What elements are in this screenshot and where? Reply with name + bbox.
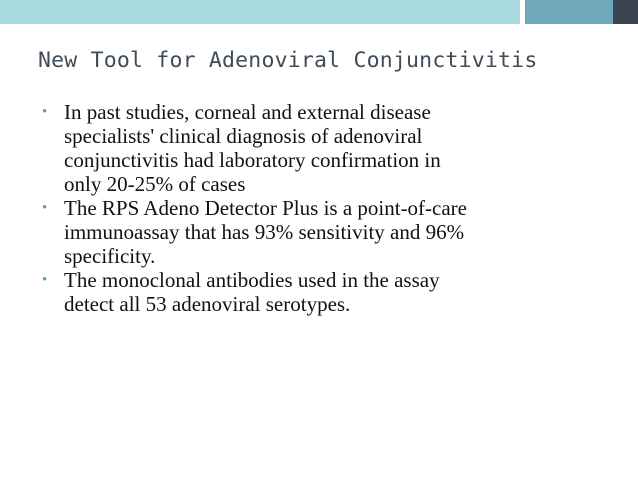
- bullet-line: The monoclonal antibodies used in the assay: [64, 268, 440, 292]
- bullet-list: [42, 100, 622, 316]
- bullet-line: only 20-25% of cases: [64, 172, 246, 196]
- header-bar-teal: [0, 0, 520, 24]
- bullet-line: In past studies, corneal and external disease: [64, 100, 431, 124]
- bullet-item: [42, 100, 622, 196]
- header-bar-dark: [613, 0, 638, 24]
- bullet-icon: •: [42, 272, 48, 288]
- bullet-line: detect all 53 adenoviral serotypes.: [64, 292, 351, 316]
- bullet-icon: •: [42, 104, 48, 120]
- bullet-item: [42, 196, 622, 268]
- bullet-line: immunoassay that has 93% sensitivity and 96%: [64, 220, 465, 244]
- slide-title: New Tool for Adenoviral Conjunctivitis: [38, 48, 538, 73]
- bullet-line: specialists' clinical diagnosis of adenoviral: [64, 124, 423, 148]
- bullet-line: conjunctivitis had laboratory confirmation in: [64, 148, 441, 172]
- bullet-line: The RPS Adeno Detector Plus is a point-of-care: [64, 196, 467, 220]
- bullet-icon: •: [42, 200, 48, 216]
- bullet-item: [42, 268, 622, 316]
- header-bar-blue: [525, 0, 613, 24]
- bullet-line: specificity.: [64, 244, 156, 268]
